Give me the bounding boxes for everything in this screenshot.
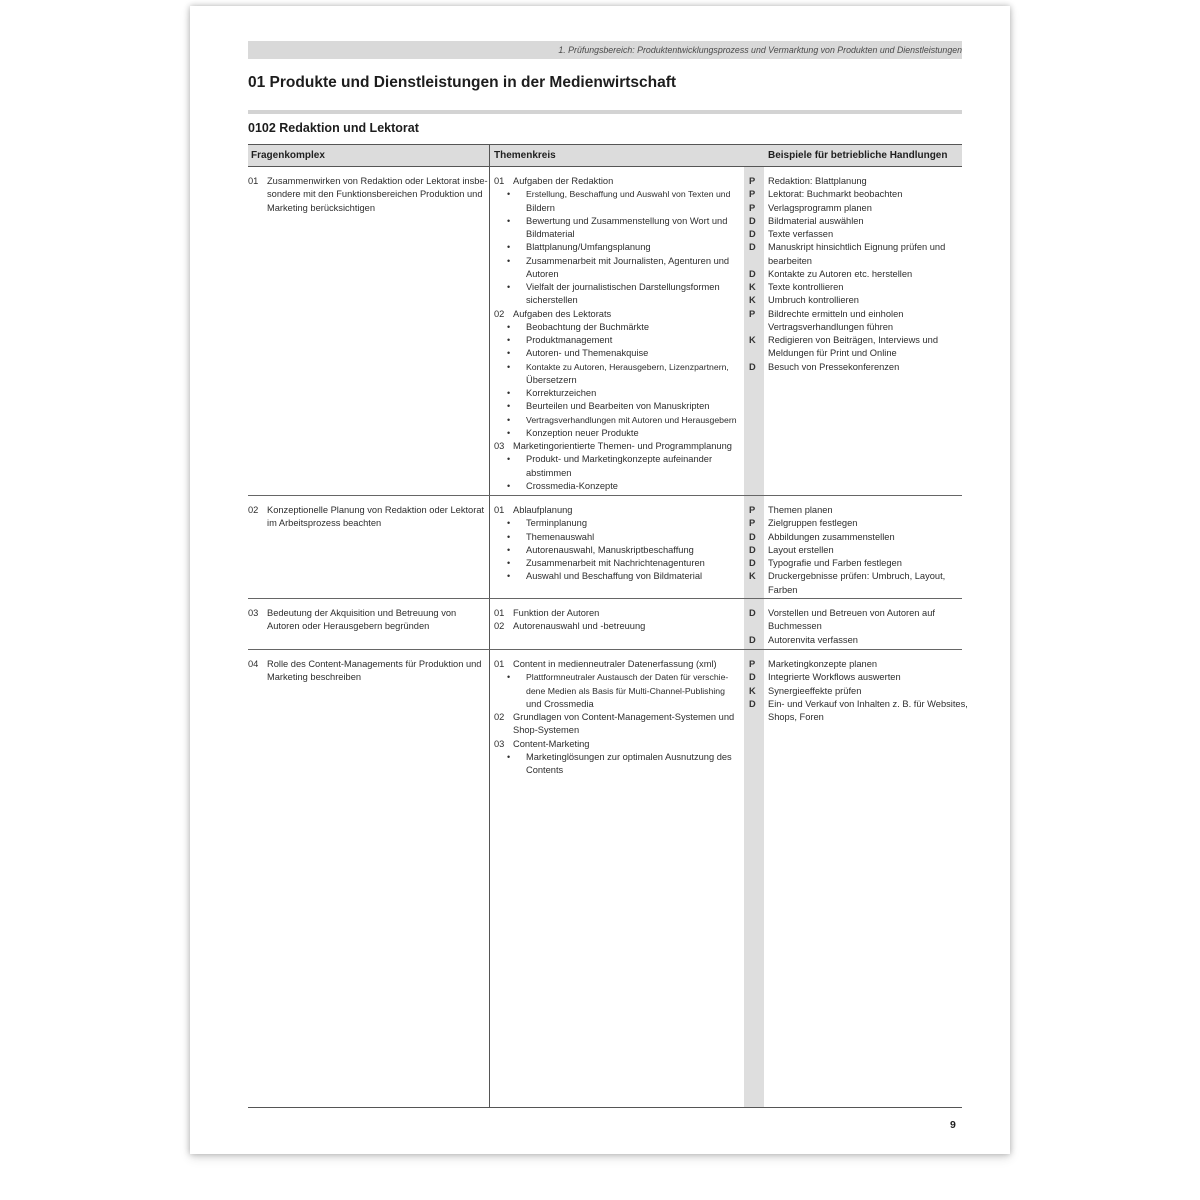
beispiel-text: Vorstellen und Betreuen von Autoren auf <box>768 608 935 618</box>
table-header <box>248 145 962 166</box>
item-number: 01 <box>494 659 505 669</box>
item-number: 02 <box>248 505 259 515</box>
beispiel-line <box>749 268 964 281</box>
beispiel-text: Ein- und Verkauf von Inhalten z. B. für Websites, <box>768 698 968 709</box>
themenkreis-line <box>494 544 742 557</box>
phase-letter: D <box>749 361 756 372</box>
beispiel-line <box>749 347 964 360</box>
beispiel-line <box>749 658 964 671</box>
themenkreis-line <box>494 480 742 493</box>
beispiel-line <box>749 517 964 530</box>
themenkreis-line <box>494 440 742 453</box>
item-text: im Arbeitsprozess beachten <box>267 518 382 529</box>
phase-letter: P <box>749 308 756 319</box>
fragenkomplex-cell <box>248 607 484 634</box>
themenkreis-line <box>494 738 742 751</box>
beispiel-line <box>749 607 964 620</box>
themenkreis-line <box>494 334 742 347</box>
continuation-text: Shop-Systemen <box>513 725 580 736</box>
phase-letter: K <box>749 571 756 582</box>
continuation-text: sicherstellen <box>526 295 578 306</box>
themenkreis-line <box>494 467 742 480</box>
bullet-icon: • <box>507 531 511 542</box>
item-text: Marketing beschreiben <box>267 672 362 683</box>
item-text: sondere mit den Funktionsbereichen Produktion und <box>267 189 483 200</box>
item-number: 03 <box>248 608 259 618</box>
beispiel-text: Typografie und Farben festlegen <box>768 558 902 568</box>
bullet-text: Vertragsverhandlungen mit Autoren und Herausgebern <box>526 414 737 425</box>
bullet-icon: • <box>507 388 511 398</box>
bullet-text: Auswahl und Beschaffung von Bildmaterial <box>526 571 703 582</box>
bullet-text: Zusammenarbeit mit Journalisten, Agenturen und <box>526 255 730 266</box>
beispiel-line <box>749 308 964 321</box>
phase-letter: P <box>749 189 756 200</box>
item-text: Bedeutung der Akquisition und Betreuung von <box>267 608 457 618</box>
beispiel-line <box>749 570 964 583</box>
fragenkomplex-line <box>248 202 484 215</box>
bullet-text: Korrekturzeichen <box>526 388 597 398</box>
phase-letter: D <box>749 544 756 555</box>
themenkreis-line <box>494 321 742 334</box>
themenkreis-line <box>494 751 742 764</box>
bullet-text: Themenauswahl <box>526 531 595 542</box>
item-number: 02 <box>494 621 505 632</box>
item-number: 03 <box>494 441 505 451</box>
themenkreis-line <box>494 188 742 201</box>
item-number: 01 <box>494 505 505 515</box>
column-header-themenkreis: Themenkreis <box>494 150 556 161</box>
table-row <box>248 650 968 1107</box>
themenkreis-line <box>494 241 742 254</box>
phase-letter: D <box>749 531 756 542</box>
beispiel-line <box>749 557 964 570</box>
bullet-icon: • <box>507 282 511 292</box>
themenkreis-line <box>494 658 742 671</box>
themenkreis-line <box>494 531 742 544</box>
themenkreis-line <box>494 685 742 698</box>
continuation-text: Übersetzern <box>526 374 577 385</box>
bullet-text: Plattformneutraler Austausch der Daten für verschie- <box>526 672 729 683</box>
themenkreis-line <box>494 400 742 413</box>
beispiel-text: Layout erstellen <box>768 544 834 555</box>
fragenkomplex-cell <box>248 504 484 531</box>
bullet-icon: • <box>507 215 511 226</box>
bullet-text: Crossmedia-Konzepte <box>526 480 618 491</box>
beispiel-text: bearbeiten <box>768 255 812 266</box>
fragenkomplex-line <box>248 620 484 633</box>
themenkreis-line <box>494 308 742 321</box>
beispiel-text: Manuskript hinsichtlich Eignung prüfen und <box>768 242 946 253</box>
page-number: 9 <box>950 1119 956 1131</box>
continuation-text: abstimmen <box>526 467 572 478</box>
beispiel-text: Lektorat: Buchmarkt beobachten <box>768 189 903 200</box>
beispiel-text: Synergieeffekte prüfen <box>768 685 862 696</box>
bullet-text: Autoren- und Themenakquise <box>526 348 649 359</box>
document-page <box>190 6 1010 1154</box>
themenkreis-cell <box>494 658 742 777</box>
fragenkomplex-line <box>248 607 484 620</box>
themenkreis-line <box>494 361 742 374</box>
beispiel-text: Themen planen <box>768 505 833 515</box>
table-row <box>248 496 962 599</box>
beispiel-line <box>749 698 968 711</box>
bullet-icon: • <box>507 454 511 465</box>
continuation-text: Contents <box>526 765 564 775</box>
beispiel-line <box>749 671 964 684</box>
phase-letter: K <box>749 685 756 696</box>
themenkreis-line <box>494 175 742 188</box>
item-number: 01 <box>494 176 505 186</box>
themenkreis-cell <box>494 175 742 493</box>
themenkreis-cell <box>494 504 742 584</box>
fragenkomplex-line <box>248 175 488 188</box>
item-number: 04 <box>248 659 259 669</box>
phase-letter: D <box>749 229 756 239</box>
item-text: Aufgaben des Lektorats <box>513 308 612 319</box>
item-number: 03 <box>494 738 505 749</box>
bullet-icon: • <box>507 571 511 582</box>
themenkreis-line <box>494 711 742 724</box>
themenkreis-line <box>494 281 742 294</box>
beispiel-text: Vertragsverhandlungen führen <box>768 321 894 332</box>
bullet-icon: • <box>507 401 511 412</box>
bullet-icon: • <box>507 751 511 762</box>
fragenkomplex-line <box>248 671 484 684</box>
beispiel-line <box>749 175 964 188</box>
bullet-icon: • <box>507 672 511 683</box>
themenkreis-line <box>494 255 742 268</box>
bullet-icon: • <box>507 255 511 266</box>
item-text: Marketing berücksichtigen <box>267 202 375 213</box>
beispiel-text: Farben <box>768 584 798 595</box>
bullet-text: Beobachtung der Buchmärkte <box>526 321 650 332</box>
item-text: Aufgaben der Redaktion <box>513 176 614 186</box>
curriculum-table <box>248 144 968 1108</box>
bullet-icon: • <box>507 335 511 345</box>
beispiel-line <box>749 228 964 241</box>
themenkreis-line <box>494 215 742 228</box>
phase-letter: D <box>749 215 756 226</box>
themenkreis-cell <box>494 607 742 634</box>
beispiel-text: Druckergebnisse prüfen: Umbruch, Layout, <box>768 571 946 582</box>
beispiel-line <box>749 255 964 268</box>
themenkreis-line <box>494 228 742 241</box>
beispiele-cell <box>749 607 964 647</box>
phase-letter: K <box>749 295 756 306</box>
beispiel-text: Redigieren von Beiträgen, Interviews und <box>768 335 939 345</box>
phase-letter: D <box>749 268 756 279</box>
column-header-fragenkomplex: Fragenkomplex <box>251 150 325 161</box>
continuation-text: und Crossmedia <box>526 698 594 709</box>
beispiel-text: Redaktion: Blattplanung <box>768 176 867 186</box>
beispiel-line <box>749 188 964 201</box>
beispiele-cell <box>749 504 964 597</box>
beispiel-text: Autorenvita verfassen <box>768 634 858 645</box>
phase-letter: D <box>749 558 756 568</box>
beispiel-line <box>749 685 964 698</box>
phase-letter: D <box>749 672 756 683</box>
bullet-icon: • <box>507 427 511 438</box>
beispiel-text: Zielgruppen festlegen <box>768 518 858 529</box>
fragenkomplex-line <box>248 188 484 201</box>
item-number: 02 <box>494 308 505 319</box>
fragenkomplex-line <box>248 658 484 671</box>
bullet-icon: • <box>507 348 511 359</box>
fragenkomplex-cell <box>248 658 484 685</box>
beispiel-text: Umbruch kontrollieren <box>768 295 859 306</box>
bullet-icon: • <box>507 361 511 372</box>
bullet-text: Erstellung, Beschaffung und Auswahl von Texten und <box>526 189 731 200</box>
beispiel-text: Besuch von Pressekonferenzen <box>768 361 900 372</box>
bullet-text: Konzeption neuer Produkte <box>526 427 639 438</box>
beispiele-cell <box>749 175 964 374</box>
beispiel-text: Texte verfassen <box>768 229 834 239</box>
beispiel-line <box>749 584 964 597</box>
item-text: Grundlagen von Content-Management-Systemen und <box>513 712 735 722</box>
phase-letter: P <box>749 176 756 186</box>
bullet-text: Vielfalt der journalistischen Darstellungsformen <box>526 282 720 292</box>
beispiel-text: Meldungen für Print und Online <box>768 348 897 359</box>
beispiel-line <box>749 620 964 633</box>
beispiele-cell <box>749 658 968 724</box>
bullet-icon: • <box>507 518 511 529</box>
beispiel-line <box>749 321 964 334</box>
bullet-icon: • <box>507 189 511 200</box>
beispiel-text: Bildrechte ermitteln und einholen <box>768 308 904 319</box>
beispiel-line <box>749 634 964 647</box>
beispiel-line <box>749 361 964 374</box>
phase-letter: K <box>749 282 756 292</box>
beispiel-line <box>749 531 964 544</box>
beispiel-text: Texte kontrollieren <box>768 282 844 292</box>
section-title: 01 Produkte und Dienstleistungen in der Medienwirtschaft <box>248 74 677 91</box>
item-number: 02 <box>494 712 505 722</box>
beispiel-line <box>749 504 964 517</box>
themenkreis-line <box>494 570 742 583</box>
item-text: Marketingorientierte Themen- und Programmplanung <box>513 441 732 451</box>
themenkreis-line <box>494 374 742 387</box>
bullet-text: Produktmanagement <box>526 335 613 345</box>
bullet-icon: • <box>507 480 511 491</box>
continuation-text: dene Medien als Basis für Multi-Channel-Publishing <box>526 685 725 696</box>
item-text: Zusammenwirken von Redaktion oder Lektorat insbe- <box>267 176 488 186</box>
bullet-text: Beurteilen und Bearbeiten von Manuskripten <box>526 401 710 412</box>
phase-letter: D <box>749 242 756 253</box>
phase-letter: P <box>749 505 756 515</box>
beispiel-line <box>749 334 964 347</box>
phase-letter: P <box>749 659 756 669</box>
bullet-icon: • <box>507 558 511 568</box>
item-text: Autoren oder Herausgebern begründen <box>267 621 430 632</box>
bullet-text: Autorenauswahl, Manuskriptbeschaffung <box>526 544 694 555</box>
item-text: Konzeptionelle Planung von Redaktion oder Lektorat <box>267 505 485 515</box>
table-row <box>248 167 962 496</box>
themenkreis-line <box>494 724 742 737</box>
fragenkomplex-line <box>248 517 484 530</box>
beispiel-text: Shops, Foren <box>768 712 824 722</box>
themenkreis-line <box>494 517 742 530</box>
title-divider <box>248 110 962 114</box>
item-text: Content-Marketing <box>513 738 590 749</box>
beispiel-line <box>749 544 964 557</box>
item-text: Ablaufplanung <box>513 505 573 515</box>
column-header-beispiele: Beispiele für betriebliche Handlungen <box>768 150 948 161</box>
bullet-text: Bewertung und Zusammenstellung von Wort und <box>526 215 728 226</box>
item-text: Funktion der Autoren <box>513 608 600 618</box>
beispiel-line <box>749 202 964 215</box>
phase-letter: D <box>749 608 756 618</box>
page-content <box>248 41 968 1111</box>
themenkreis-line <box>494 387 742 400</box>
phase-letter: D <box>749 698 756 709</box>
themenkreis-line <box>494 557 742 570</box>
table-bottom-rule <box>248 1107 962 1108</box>
themenkreis-line <box>494 202 742 215</box>
themenkreis-line <box>494 268 742 281</box>
themenkreis-line <box>494 504 742 517</box>
beispiel-line <box>749 294 964 307</box>
beispiel-text: Buchmessen <box>768 621 822 632</box>
themenkreis-line <box>494 347 742 360</box>
continuation-text: Autoren <box>526 268 559 279</box>
beispiel-text: Integrierte Workflows auswerten <box>768 672 901 683</box>
beispiel-text: Abbildungen zusammenstellen <box>768 531 895 542</box>
beispiel-text: Kontakte zu Autoren etc. herstellen <box>768 268 913 279</box>
bullet-icon: • <box>507 321 511 332</box>
beispiel-text: Bildmaterial auswählen <box>768 215 864 226</box>
themenkreis-line <box>494 453 742 466</box>
beispiel-text: Verlagsprogramm planen <box>768 202 872 213</box>
bullet-icon: • <box>507 242 511 253</box>
bullet-text: Terminplanung <box>526 518 587 529</box>
beispiel-line <box>749 241 964 254</box>
beispiel-line <box>749 281 964 294</box>
item-number: 01 <box>248 176 259 186</box>
phase-letter: K <box>749 335 756 345</box>
themenkreis-line <box>494 427 742 440</box>
phase-letter: D <box>749 634 756 645</box>
beispiel-line <box>749 215 964 228</box>
bullet-text: Marketinglösungen zur optimalen Ausnutzung des <box>526 751 732 762</box>
item-text: Rolle des Content-Managements für Produktion und <box>267 659 482 669</box>
running-header: 1. Prüfungsbereich: Produktentwicklungsprozess und Vermarktung von Produkten und Dienstleistungen <box>248 41 962 59</box>
phase-letter: P <box>749 518 756 529</box>
themenkreis-line <box>494 414 742 427</box>
item-text: Content in medienneutraler Datenerfassung (xml) <box>513 659 717 669</box>
subsection-title: 0102 Redaktion und Lektorat <box>248 121 419 135</box>
themenkreis-line <box>494 607 742 620</box>
continuation-text: Bildmaterial <box>526 229 575 239</box>
bullet-icon: • <box>507 414 511 425</box>
bullet-icon: • <box>507 544 511 555</box>
item-text: Autorenauswahl und -betreuung <box>513 621 646 632</box>
bullet-text: Zusammenarbeit mit Nachrichtenagenturen <box>526 558 705 568</box>
continuation-text: Bildern <box>526 202 555 213</box>
beispiel-line <box>749 711 964 724</box>
themenkreis-line <box>494 294 742 307</box>
themenkreis-line <box>494 671 742 684</box>
themenkreis-line <box>494 698 742 711</box>
beispiel-text: Marketingkonzepte planen <box>768 659 878 669</box>
bullet-text: Produkt- und Marketingkonzepte aufeinander <box>526 454 713 465</box>
themenkreis-line <box>494 620 742 633</box>
fragenkomplex-cell <box>248 175 488 215</box>
phase-letter: P <box>749 202 756 213</box>
bullet-text: Blattplanung/Umfangsplanung <box>526 242 651 253</box>
table-row <box>248 599 962 650</box>
fragenkomplex-line <box>248 504 484 517</box>
item-number: 01 <box>494 608 505 618</box>
themenkreis-line <box>494 764 742 777</box>
bullet-text: Kontakte zu Autoren, Herausgebern, Lizenzpartnern, <box>526 361 729 372</box>
